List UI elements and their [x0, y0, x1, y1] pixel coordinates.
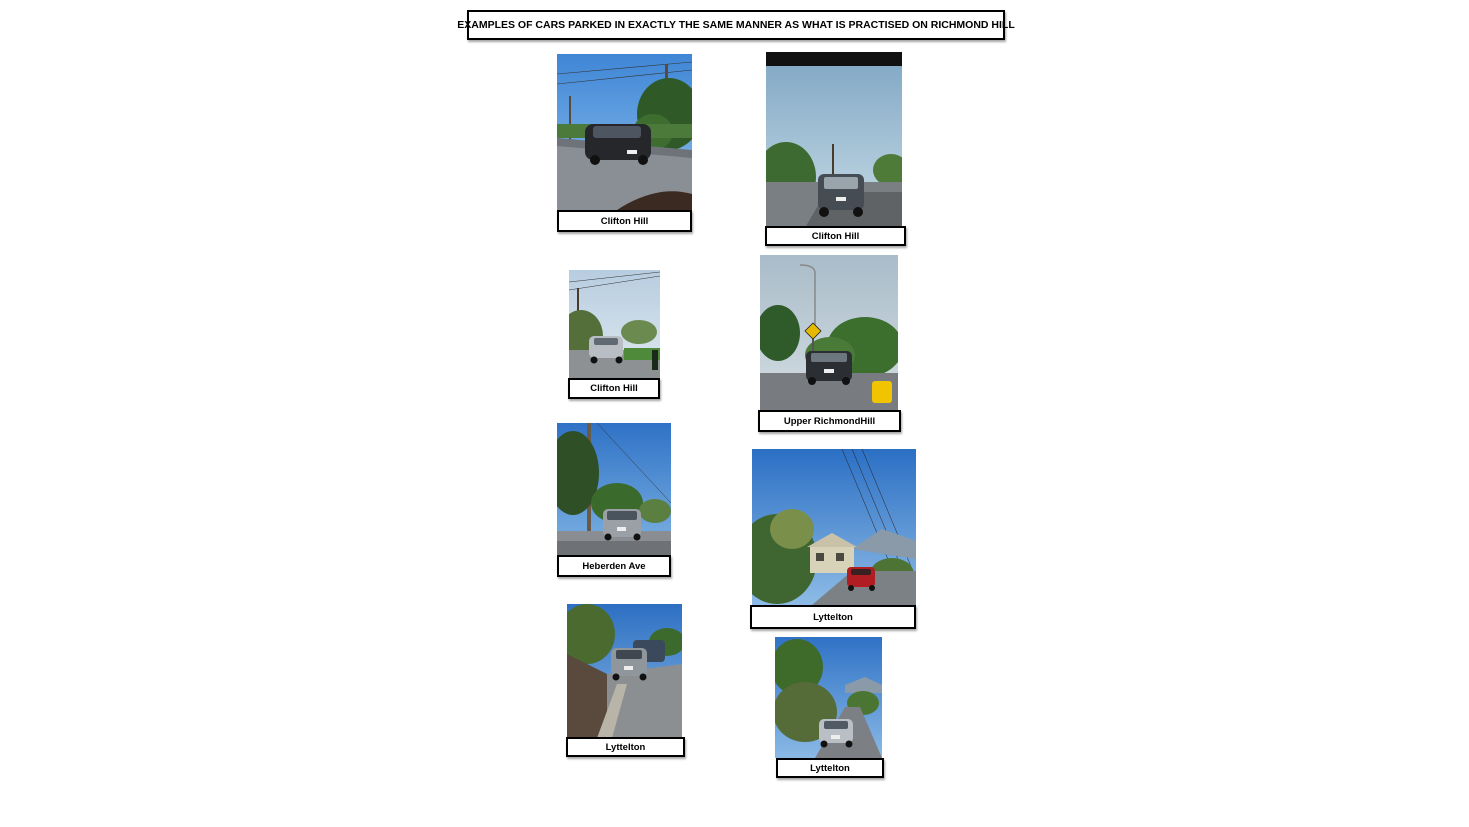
car-photo-image: [760, 255, 898, 410]
car-photo-image: [567, 604, 682, 738]
photo-heberden-ave: [557, 423, 671, 555]
photo-lyttelton-1: [752, 449, 916, 605]
caption-clifton-hill-1: Clifton Hill: [557, 210, 692, 232]
caption-lyttelton-2: Lyttelton: [566, 737, 685, 757]
photo-lyttelton-3: [775, 637, 882, 758]
caption-clifton-hill-3: Clifton Hill: [568, 378, 660, 399]
car-photo-image: [752, 449, 916, 605]
photo-clifton-hill-3: [569, 270, 660, 378]
car-photo-image: [766, 52, 902, 226]
photo-upper-richmond-hill: [760, 255, 898, 410]
photo-clifton-hill-2: [766, 52, 902, 226]
car-photo-image: [569, 270, 660, 378]
caption-clifton-hill-2: Clifton Hill: [765, 226, 906, 246]
caption-lyttelton-1: Lyttelton: [750, 605, 916, 629]
car-photo-image: [557, 54, 692, 210]
car-photo-image: [557, 423, 671, 555]
photo-clifton-hill-1: [557, 54, 692, 210]
caption-lyttelton-3: Lyttelton: [776, 758, 884, 778]
photo-lyttelton-2: [567, 604, 682, 738]
page-title: EXAMPLES OF CARS PARKED IN EXACTLY THE SAME MANNER AS WHAT IS PRACTISED ON RICHMOND HILL: [467, 10, 1005, 40]
car-photo-image: [775, 637, 882, 758]
caption-heberden-ave: Heberden Ave: [557, 555, 671, 577]
caption-upper-richmond-hill: Upper RichmondHill: [758, 410, 901, 432]
